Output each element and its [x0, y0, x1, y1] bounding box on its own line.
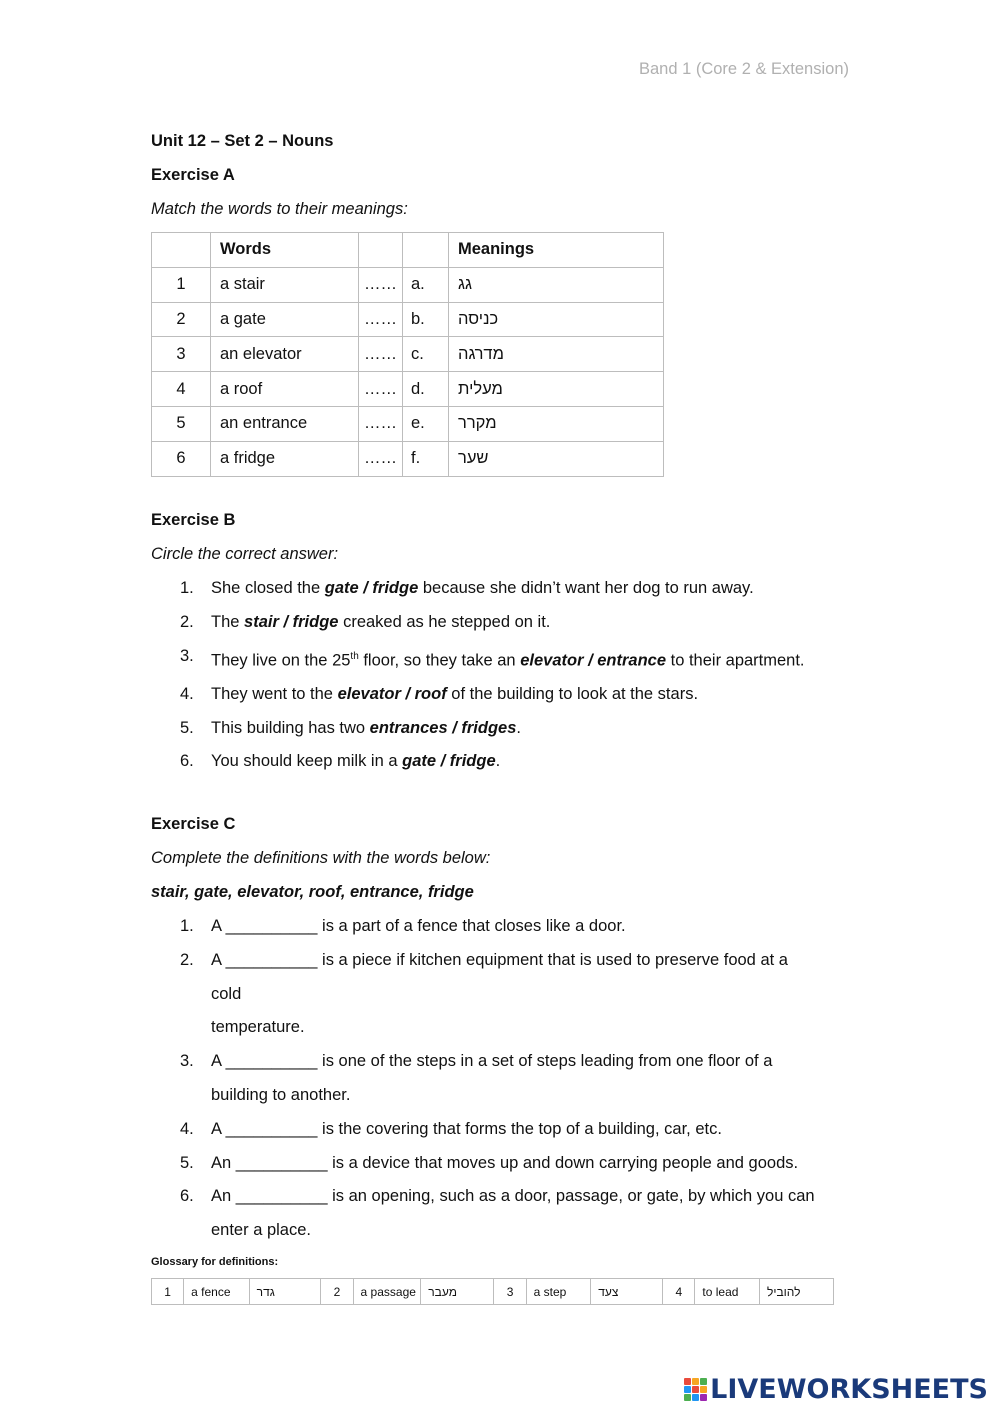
list-item: 3. They live on the 25th floor, so they take an elevator / entrance to their apartment.: [180, 646, 805, 670]
row-number: 4: [152, 372, 211, 407]
glossary-english: a passage: [353, 1279, 421, 1305]
row-meaning: מעלית: [449, 372, 664, 407]
definition-text-continued: building to another.: [211, 1085, 351, 1104]
row-word: a stair: [211, 267, 359, 302]
row-meaning: כניסה: [449, 302, 664, 337]
glossary-english: a step: [526, 1279, 591, 1305]
row-letter: f.: [403, 441, 449, 476]
row-letter: e.: [403, 406, 449, 441]
list-item: 2. A __________ is a piece if kitchen equipment that is used to preserve food at a cold temperature.: [180, 944, 820, 1045]
header-band-label: Band 1 (Core 2 & Extension): [638, 60, 849, 78]
row-number: 1: [152, 267, 211, 302]
row-meaning: שער: [449, 441, 664, 476]
col-words-header: Words: [211, 233, 359, 268]
list-item: 2. The stair / fridge creaked as he stepped on it.: [180, 612, 551, 631]
row-word: an entrance: [211, 406, 359, 441]
table-row: [152, 302, 664, 337]
row-meaning: גג: [449, 267, 664, 302]
row-meaning: מקרר: [449, 406, 664, 441]
exercise-b-instruction: Circle the correct answer:: [151, 545, 339, 563]
glossary-hebrew: מעבר: [421, 1279, 494, 1305]
row-word: a fridge: [211, 441, 359, 476]
answer-blank[interactable]: ……: [359, 267, 403, 302]
answer-blank[interactable]: ……: [359, 337, 403, 372]
exercise-b-heading: Exercise B: [151, 511, 236, 529]
list-item: 6. You should keep milk in a gate / fridge.: [180, 752, 501, 771]
list-item: 5. This building has two entrances / fridges.: [180, 718, 521, 737]
list-item: 4. A __________ is the covering that forms the top of a building, car, etc.: [180, 1113, 820, 1147]
table-row: [152, 441, 664, 476]
list-item: 3. A __________ is one of the steps in a set of steps leading from one floor of a building to another.: [180, 1045, 820, 1113]
glossary-hebrew: צעד: [591, 1279, 663, 1305]
list-item: 1. She closed the gate / fridge because she didn’t want her dog to run away.: [180, 579, 754, 597]
list-item: 6. An __________ is an opening, such as a door, passage, or gate, by which you can enter a place.: [180, 1180, 820, 1248]
answer-choice[interactable]: stair / fridge: [244, 612, 339, 631]
glossary-english: a fence: [184, 1279, 250, 1305]
answer-choice[interactable]: gate / fridge: [402, 752, 496, 771]
answer-blank[interactable]: ……: [359, 302, 403, 337]
table-header-row: [152, 233, 664, 268]
definition-text-continued: enter a place.: [211, 1221, 311, 1240]
row-number: 5: [152, 406, 211, 441]
brand-name: LIVEWORKSHEETS: [710, 1374, 988, 1405]
answer-blank[interactable]: ……: [359, 441, 403, 476]
exercise-a-instruction: Match the words to their meanings:: [151, 200, 408, 218]
glossary-num: 3: [494, 1279, 526, 1305]
glossary-title: Glossary for definitions:: [151, 1256, 279, 1268]
table-row: [152, 337, 664, 372]
exercise-a-heading: Exercise A: [151, 166, 235, 184]
definition-text[interactable]: A __________ is a part of a fence that closes like a door.: [211, 917, 626, 935]
exercise-c-list: [180, 910, 820, 1248]
row-word: an elevator: [211, 337, 359, 372]
answer-choice[interactable]: entrances / fridges: [369, 718, 517, 737]
glossary-num: 4: [663, 1279, 695, 1305]
row-number: 6: [152, 441, 211, 476]
row-letter: a.: [403, 267, 449, 302]
row-letter: d.: [403, 372, 449, 407]
row-number: 3: [152, 337, 211, 372]
answer-blank[interactable]: ……: [359, 406, 403, 441]
glossary-hebrew: גדר: [249, 1279, 321, 1305]
list-item: 5. An __________ is a device that moves up and down carrying people and goods.: [180, 1147, 820, 1181]
answer-blank[interactable]: ……: [359, 372, 403, 407]
glossary-num: 1: [152, 1279, 184, 1305]
table-row: [152, 267, 664, 302]
row-letter: b.: [403, 302, 449, 337]
row-word: a gate: [211, 302, 359, 337]
word-bank: stair, gate, elevator, roof, entrance, fridge: [151, 883, 474, 901]
list-item: 1. A __________ is a part of a fence that closes like a door.: [180, 910, 820, 944]
definition-text[interactable]: A __________ is one of the steps in a set of steps leading from one floor of a: [211, 1052, 773, 1071]
row-number: 2: [152, 302, 211, 337]
definition-text-continued: temperature.: [211, 1018, 305, 1037]
liveworksheets-logo-icon: [684, 1378, 707, 1401]
row-letter: c.: [403, 337, 449, 372]
col-meanings-header: Meanings: [449, 233, 664, 268]
definition-text[interactable]: An __________ is a device that moves up and down carrying people and goods.: [211, 1153, 799, 1172]
table-row: [152, 372, 664, 407]
exercise-c-instruction: Complete the definitions with the words below:: [151, 849, 491, 867]
liveworksheets-brand[interactable]: [684, 1374, 988, 1405]
exercise-c-heading: Exercise C: [151, 815, 236, 833]
glossary-hebrew: להוביל: [760, 1279, 834, 1305]
definition-text[interactable]: A __________ is the covering that forms the top of a building, car, etc.: [211, 1119, 722, 1138]
answer-choice[interactable]: elevator / roof: [337, 684, 447, 703]
exercise-b-list: [180, 572, 805, 779]
definition-text[interactable]: A __________ is a piece if kitchen equipment that is used to preserve food at a cold: [211, 950, 788, 1003]
glossary-num: 2: [321, 1279, 353, 1305]
list-item: 4. They went to the elevator / roof of the building to look at the stars.: [180, 684, 699, 703]
glossary-table: [151, 1278, 834, 1305]
matching-table: [151, 232, 664, 477]
page-title: Unit 12 – Set 2 – Nouns: [151, 132, 334, 150]
row-meaning: מדרגה: [449, 337, 664, 372]
glossary-english: to lead: [695, 1279, 760, 1305]
answer-choice[interactable]: elevator / entrance: [520, 651, 667, 670]
table-row: [152, 406, 664, 441]
row-word: a roof: [211, 372, 359, 407]
definition-text[interactable]: An __________ is an opening, such as a door, passage, or gate, by which you can: [211, 1187, 815, 1206]
glossary-row: [152, 1279, 834, 1305]
answer-choice[interactable]: gate / fridge: [324, 579, 419, 597]
